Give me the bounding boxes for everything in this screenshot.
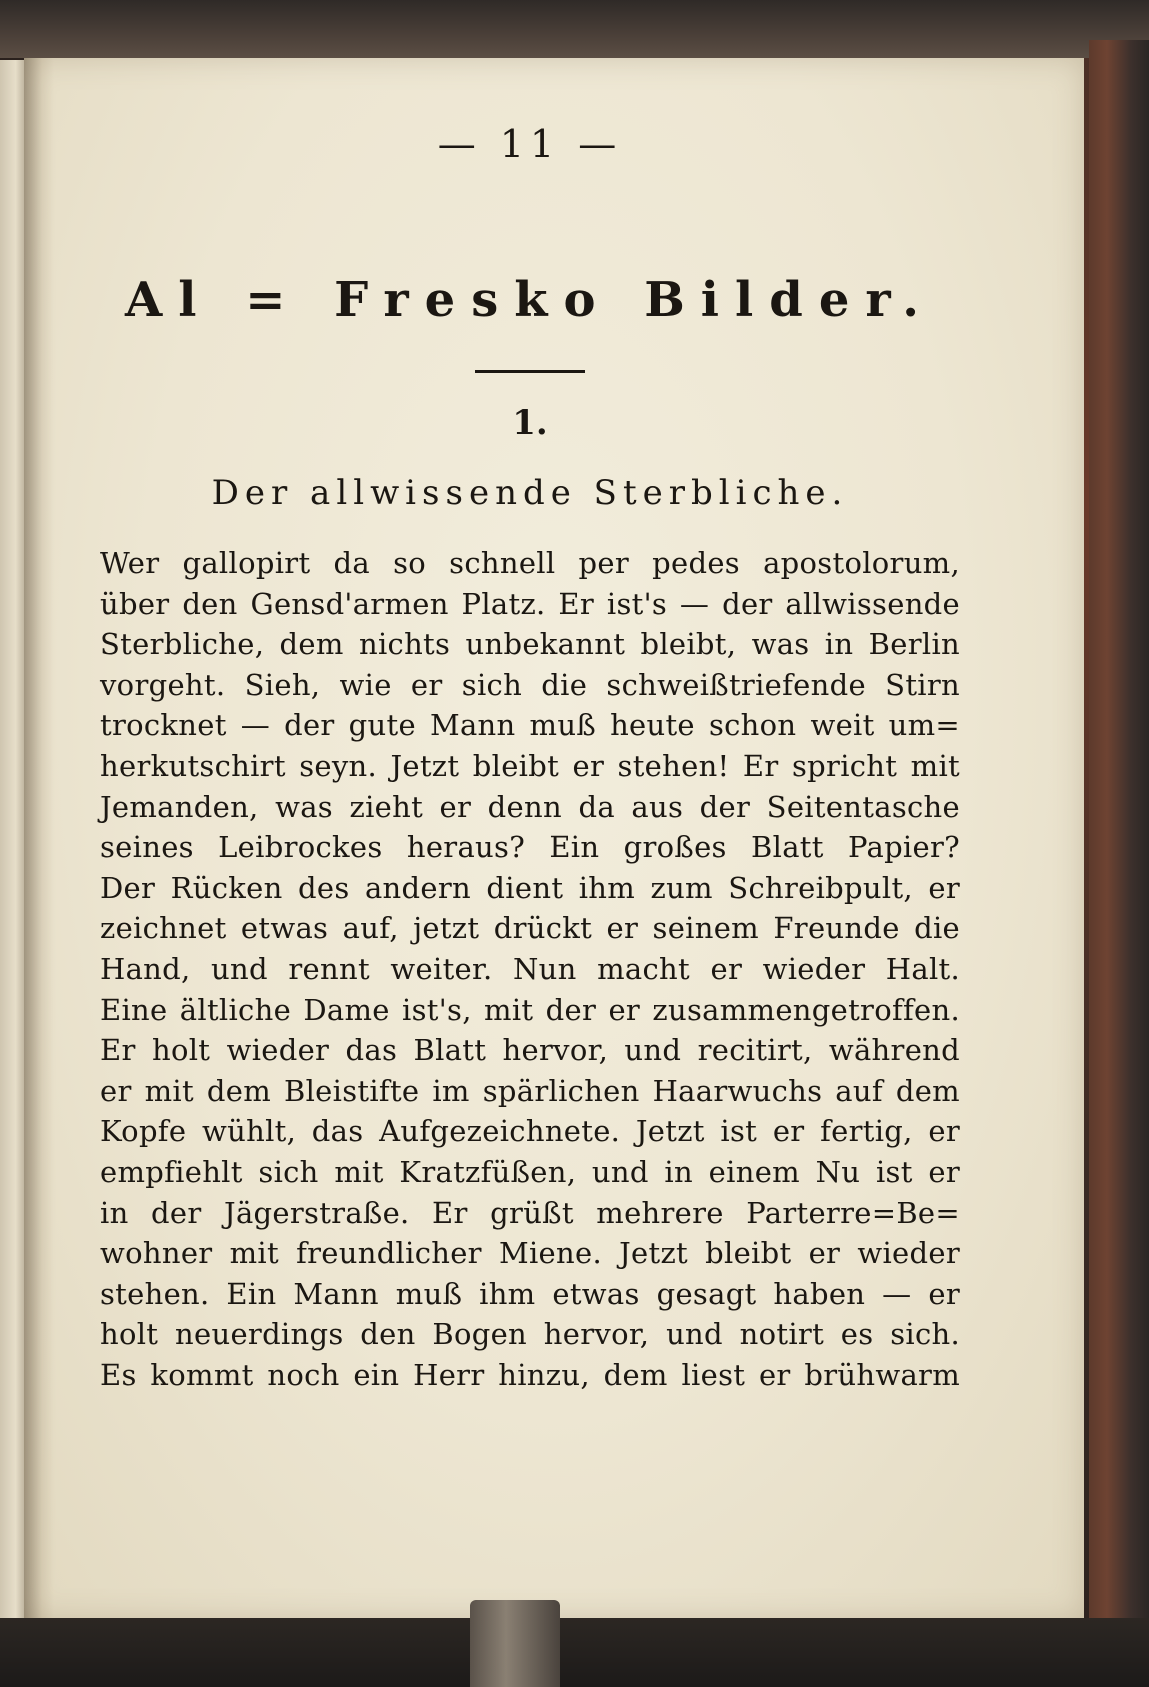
book-cover-top	[0, 0, 1149, 58]
text-line: Kopfe wühlt, das Aufgezeichnete. Jetzt ist er fertig, er	[100, 1114, 960, 1149]
title-rule	[475, 370, 585, 373]
text-line: empfiehlt sich mit Kratzfüßen, und in einem Nu ist er	[100, 1154, 960, 1189]
section-title: Der allwissende Sterbliche.	[211, 473, 849, 513]
text-line: trocknet — der gute Mann muß heute schon weit um=	[100, 708, 960, 743]
text-line: Es kommt noch ein Herr hinzu, dem liest er brühwarm	[100, 1357, 960, 1392]
text-line: stehen. Ein Mann muß ihm etwas gesagt haben — er	[100, 1276, 960, 1311]
text-line: herkutschirt seyn. Jetzt bleibt er stehen! Er spricht mit	[100, 748, 960, 783]
book-cover-right	[1089, 40, 1149, 1687]
text-line: Der Rücken des andern dient ihm zum Schreibpult, er	[100, 870, 960, 905]
text-line: Eine ältliche Dame ist's, mit der er zusammengetroffen.	[100, 992, 960, 1027]
text-line: seines Leibrockes heraus? Ein großes Blatt Papier?	[100, 830, 960, 865]
text-line: er mit dem Bleistifte im spärlichen Haarwuchs auf dem	[100, 1073, 960, 1108]
text-line: Jemanden, was zieht er denn da aus der Seitentasche	[100, 789, 960, 824]
text-line: Er holt wieder das Blatt hervor, und recitirt, während	[100, 1033, 960, 1068]
page-text	[100, 110, 960, 1395]
text-line: zeichnet etwas auf, jetzt drückt er seinem Freunde die	[100, 911, 960, 946]
previous-page-edge	[0, 60, 26, 1640]
text-line: holt neuerdings den Bogen hervor, und notirt es sich.	[100, 1317, 960, 1352]
body-text	[100, 543, 960, 1395]
page-gutter-shadow	[24, 58, 54, 1620]
text-line: in der Jägerstraße. Er grüßt mehrere Parterre=Be=	[100, 1195, 960, 1230]
page-number: — 11 —	[437, 122, 623, 166]
text-line: Sterbliche, dem nichts unbekannt bleibt, was in Berlin	[100, 627, 960, 662]
text-line: Wer gallopirt da so schnell per pedes apostolorum,	[100, 546, 960, 580]
section-number: 1.	[512, 403, 548, 443]
text-line: über den Gensd'armen Platz. Er ist's — der allwissende	[100, 586, 960, 621]
bookmark-ribbon	[470, 1600, 560, 1687]
bottom-shadow	[0, 1618, 1149, 1687]
text-line: Hand, und rennt weiter. Nun macht er wieder Halt.	[100, 951, 960, 986]
text-line: wohner mit freundlicher Miene. Jetzt bleibt er wieder	[100, 1236, 960, 1271]
text-line: vorgeht. Sieh, wie er sich die schweißtriefende Stirn	[100, 667, 960, 702]
page-title: Al = Fresko Bilder.	[125, 272, 935, 328]
